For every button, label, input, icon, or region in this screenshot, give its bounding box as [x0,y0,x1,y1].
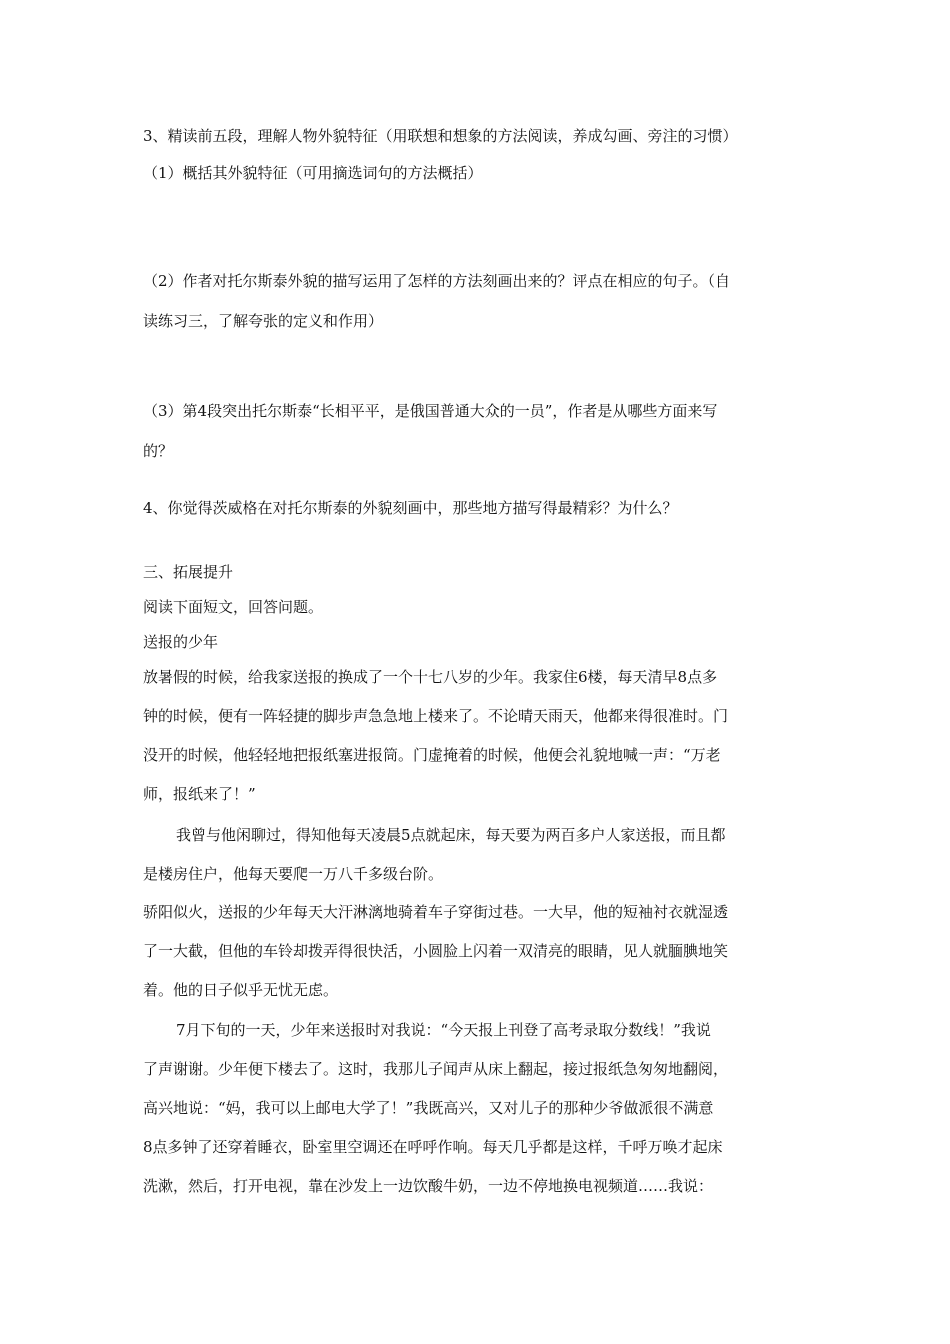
story-paragraph-4-line: 了声谢谢。少年便下楼去了。这时，我那儿子闻声从床上翻起，接过报纸急匆匆地翻阅， [143,1060,729,1078]
story-title: 送报的少年 [143,633,219,651]
story-paragraph-3-line: 了一大截，但他的车铃却拨弄得很快活，小圆脸上闪着一双清亮的眼睛，见人就腼腆地笑 [143,942,729,960]
reading-instruction: 阅读下面短文，回答问题。 [143,598,324,616]
section-3-heading: 三、拓展提升 [143,563,234,581]
question-4: 4、你觉得茨威格在对托尔斯泰的外貌刻画中，那些地方描写得最精彩？为什么？ [143,499,678,517]
question-3-sub-2-line-2: 读练习三，了解夸张的定义和作用） [143,312,384,330]
story-paragraph-2-line: 是楼房住户，他每天要爬一万八千多级台阶。 [143,865,444,883]
story-paragraph-4-line: 洗漱，然后，打开电视，靠在沙发上一边饮酸牛奶，一边不停地换电视频道……我说： [143,1177,714,1195]
question-3-sub-3-line-1: （3）第4段突出托尔斯泰“长相平平，是俄国普通大众的一员”，作者是从哪些方面来写 [143,402,718,420]
question-3-heading: 3、精读前五段，理解人物外貌特征（用联想和想象的方法阅读，养成勾画、旁注的习惯） [143,127,738,145]
story-paragraph-1-line: 师，报纸来了！” [143,785,256,803]
question-3-sub-1: （1）概括其外貌特征（可用摘选词句的方法概括） [143,164,483,182]
question-3-sub-2-line-1: （2）作者对托尔斯泰外貌的描写运用了怎样的方法刻画出来的？评点在相应的句子。（自 [143,272,731,290]
story-paragraph-1-line: 钟的时候，便有一阵轻捷的脚步声急急地上楼来了。不论晴天雨天，他都来得很准时。门 [143,707,729,725]
question-3-sub-3-line-2: 的？ [143,442,174,460]
story-paragraph-2-line: 我曾与他闲聊过，得知他每天凌晨5点就起床，每天要为两百多户人家送报，而且都 [176,826,726,844]
story-paragraph-4-line: 8点多钟了还穿着睡衣，卧室里空调还在呼呼作响。每天几乎都是这样，千呼万唤才起床 [143,1138,723,1156]
story-paragraph-3-line: 着。他的日子似乎无忧无虑。 [143,981,339,999]
story-paragraph-1-line: 放暑假的时候，给我家送报的换成了一个十七八岁的少年。我家住6楼，每天清早8点多 [143,668,718,686]
story-paragraph-4-line: 高兴地说：“妈，我可以上邮电大学了！”我既高兴，又对儿子的那种少爷做派很不满意 [143,1099,714,1117]
story-paragraph-3-line: 骄阳似火，送报的少年每天大汗淋漓地骑着车子穿街过巷。一大早，他的短袖衬衣就湿透 [143,903,729,921]
story-paragraph-1-line: 没开的时候，他轻轻地把报纸塞进报筒。门虚掩着的时候，他便会礼貌地喊一声：“万老 [143,746,721,764]
story-paragraph-4-line: 7月下旬的一天，少年来送报时对我说：“今天报上刊登了高考录取分数线！”我说 [176,1021,711,1039]
